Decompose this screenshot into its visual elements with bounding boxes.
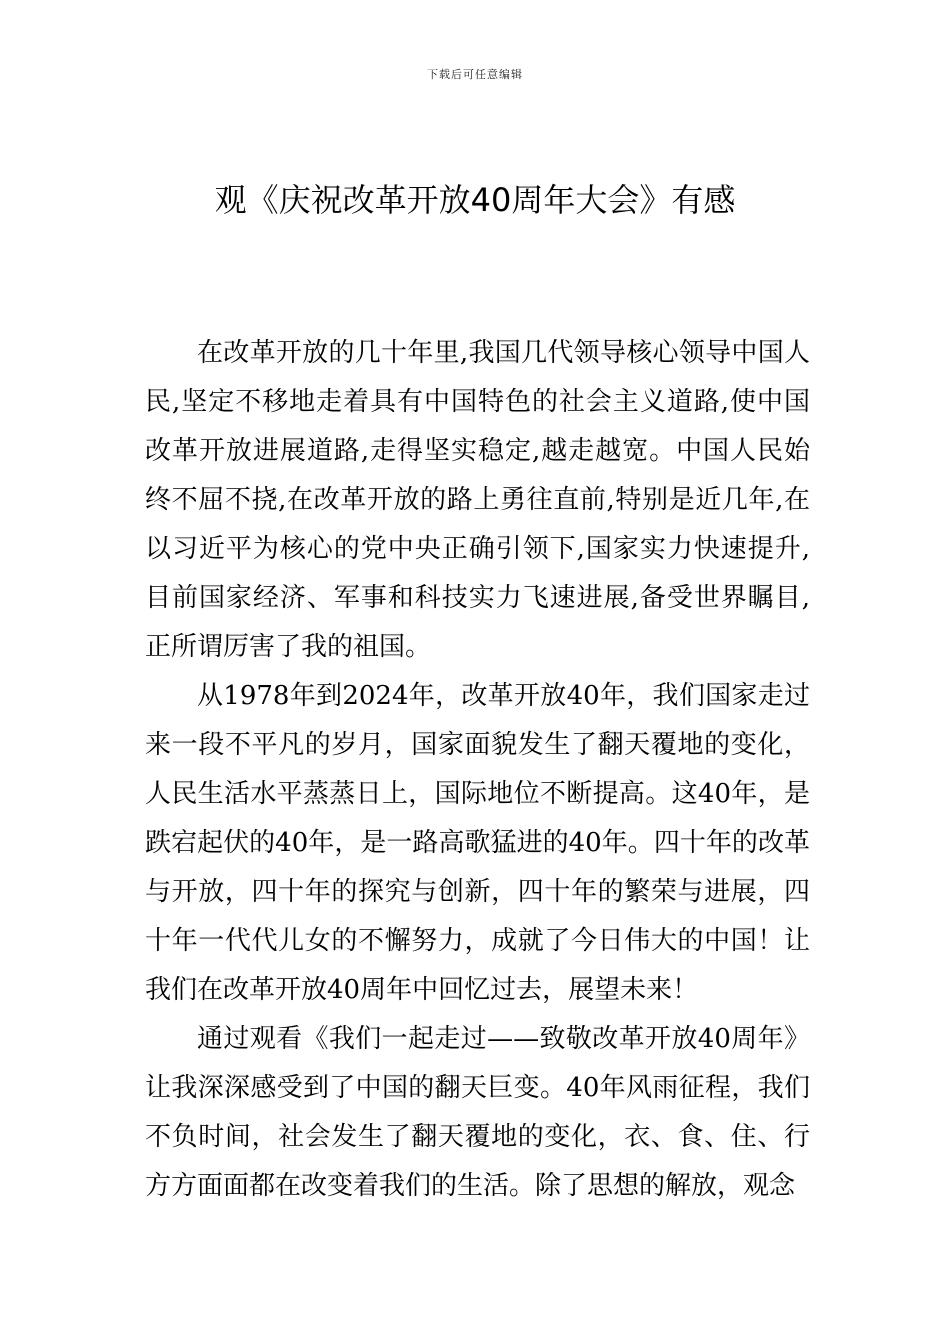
document-body (145, 329, 810, 1211)
paragraph-1: 在改革开放的几十年里,我国几代领导核心领导中国人民,坚定不移地走着具有中国特色的社会主义道路,使中国改革开放进展道路,走得坚实稳定,越走越宽。中国人民始终不屈不挠,在改革开放的路上勇往直前,特别是近几年,在以习近平为核心的党中央正确引领下,国家实力快速提升,目前国家经济、军事和科技实力飞速进展,备受世界瞩目,正所谓厉害了我的祖国。 (145, 338, 810, 662)
paragraph-2: 从1978年到2024年，改革开放40年，我们国家走过来一段不平凡的岁月，国家面貌发生了翻天覆地的变化，人民生活水平蒸蒸日上，国际地位不断提高。这40年，是跌宕起伏的40年，是一路高歌猛进的40年。四十年的改革与开放，四十年的探究与创新，四十年的繁荣与进展，四十年一代代儿女的不懈努力，成就了今日伟大的中国！让我们在改革开放40周年中回忆过去，展望未来！ (145, 681, 810, 1005)
document-title: 观《庆祝改革开放40周年大会》有感 (214, 181, 736, 219)
paragraph-3: 通过观看《我们一起走过——致敬改革开放40周年》让我深深感受到了中国的翻天巨变。40年风雨征程，我们不负时间，社会发生了翻天覆地的变化，衣、食、住、行方方面面都在改变着我们的生活。除了思想的解放，观念 (145, 1024, 810, 1201)
header-note: 下载后可任意编辑 (427, 68, 523, 81)
